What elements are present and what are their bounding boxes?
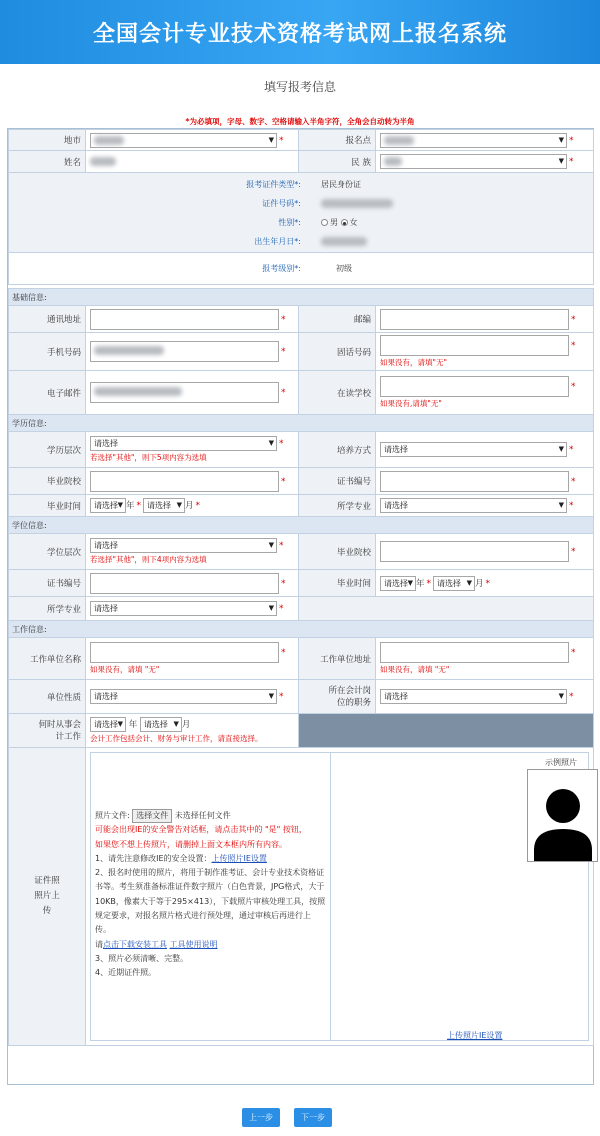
level-label: 报考级别*: [262,264,301,273]
company-hint: 如果没有，请填 "无" [90,665,160,674]
sample-photo [527,769,598,862]
ethnicity-label: 民 族 [299,151,376,173]
edu-school-input[interactable] [90,471,279,492]
identity-block [9,173,594,253]
email-label: 电子邮件 [9,371,86,415]
edu-mode-label: 培养方式 [299,432,376,468]
name-value [90,157,116,166]
tip-clear: 3、照片必须清晰、完整。 [95,953,189,963]
no-file-text: 未选择任何文件 [174,811,231,820]
phone-input[interactable] [380,335,569,356]
since-hint: 会计工作包括会计、财务与审计工作，请直接选择。 [90,734,263,743]
address-input[interactable] [90,309,279,330]
form-frame [7,128,594,1085]
edu-cert-input[interactable] [380,471,569,492]
section-education: 学历信息: [9,415,594,432]
company-address-input[interactable] [380,642,569,663]
prev-button[interactable]: 上一步 [242,1108,280,1127]
deg-gradtime-label: 毕业时间 [299,570,376,597]
edu-grad-month-select[interactable]: 请选择 ▼ [143,498,185,513]
deg-level-label: 学位层次 [9,534,86,570]
gender-female-label: 女 [349,218,358,227]
deg-cert-input[interactable] [90,573,279,594]
phone-label: 固话号码 [299,333,376,371]
gender-female-radio[interactable] [341,219,348,226]
birth-label: 出生年月日*: [254,237,301,246]
ie-settings-link[interactable]: 上传照片IE设置 [211,853,267,863]
deg-school-input[interactable] [380,541,569,562]
mobile-input[interactable] [90,341,279,362]
email-input[interactable] [90,382,279,403]
phone-hint: 如果没有，请填"无" [380,358,447,367]
school-hint: 如果没有,请填"无" [380,399,442,408]
edu-level-label: 学历层次 [9,432,86,468]
edu-grad-year-select[interactable]: 请选择 ▼ [90,498,126,513]
since-label: 何时从事会计工作 [9,714,86,748]
position-label: 所在会计岗位的职务 [299,680,376,714]
position-select[interactable]: 请选择 ▼ [380,689,567,704]
edu-school-label: 毕业院校 [9,468,86,495]
nature-select[interactable]: 请选择 ▼ [90,689,277,704]
school-label: 在读学校 [299,371,376,415]
section-work: 工作信息: [9,621,594,638]
edu-level-hint: 若选择"其他"，则下5项内容为选填 [90,453,207,462]
postcode-input[interactable] [380,309,569,330]
gender-label: 性别*: [278,218,301,227]
company-input[interactable] [90,642,279,663]
address-label: 通讯地址 [9,306,86,333]
level-value: 初级 [336,264,352,273]
upload-ie-settings-link[interactable]: 上传照片IE设置 [447,1031,503,1040]
id-type-label: 报考证件类型*: [246,180,301,189]
site-label: 报名点 [299,130,376,151]
region-label: 地市 [9,130,86,151]
photo-instructions: 照片文件: 选择文件 未选择任何文件 可能会出现IE的安全警告对话框，请点击其中的 "是" 按钮， 如果您不想上传照片，请删掉上面文本框内所有内容。 1、请先注意修改IE的安全设置：上传照片IE设置 2、报名时使用的照片，将用于制作准考证、会计专业技术资格证书等。考生须准备标准证件数字照片（白色背景，JPG格式，大于10KB，像素大于等于295×413），下载照片审核处理工具，按照规定要求，对报名照片格式进行预处理，通过审核后再进行上传。 请点击下载安装工具 工具使用说明 3、照片必须清晰、完整。 4、近期证件照。 [91,753,331,1040]
edu-level-select[interactable]: 请选择 ▼ [90,436,277,451]
postcode-label: 邮编 [299,306,376,333]
month-unit: 月 [185,501,194,511]
school-input[interactable] [380,376,569,397]
section-degree: 学位信息: [9,517,594,534]
deg-major-label: 所学专业 [9,597,86,621]
download-tool-link[interactable]: 点击下载安装工具 [103,939,167,949]
region-select[interactable]: ▼ [90,133,277,148]
edu-cert-label: 证书编号 [299,468,376,495]
deg-grad-year-select[interactable]: 请选择 ▼ [380,576,416,591]
registration-form: 地市 ▼ * 报名点 ▼ * 姓名 民 族 ▼ * 报考证件类型*: 居民身份证 证件号码*: 性别*: 男 女 出生年月日*: 报考级别*: 初级 基础信息: 通讯地址 * 邮编 * 手机号码 * 固话号码 * 如果没有，请填"无" 电子邮件 * 在读学校 * 如果没有,请填"无" 学历信息: 学历层次 请选择 ▼ * 若选择"其他"，则下5项内容为选填 培养方式 请选择 ▼ * 毕业院校 * 证书编号 * 毕业时间 请选择 ▼ 年 * 请选择 ▼ 月 * 所学专业 请选择 ▼ * 学位信息: 学位层次 请选择 ▼ * 若选择"其他"，则下4项内容为选填 毕业院校 * 证书编号 * 毕业时间 请选择 ▼ 年 * 请选择 ▼ 月 * 所学专业 请选择 ▼ * 工作信息: 工作单位名称 * 如果没有，请填 "无" 工作单位地址 * 如果没有，请填 "无" 单位性质 请选择 ▼ * 所在会计岗位的职务 请选择 ▼ * 何时从事会计工作 请选择 ▼ 年 请选择 ▼ 月 会计工作包括会计、财务与审计工作，请直接选择。 证件照照片上传 照片文件: 选择文件 未选择任何文件 可能会出现IE的安全警告对话框，请点击其中的 "是" 按钮， 如果您不想上传照片，请删掉上面文本框内所有内容。 1、请先注意修改IE的安全设置：上传照片IE设置 2、报名时使用的照片，将用于制作准考证、会计专业技术资格证书等。考生须准备标准证件数字照片（白色背景，JPG格式，大于10KB，像素大于等于295×413），下载照片审核处理工具，按照规定要求，对报名照片格式进行预处理，通过审核后再进行上传。 请点击下载安装工具 工具使用说明 3、照片必须清晰、完整。 4、近期证件照。 示例照片 上传照片IE设置 [8,129,594,1046]
warn-remove: 如果您不想上传照片，请删掉上面文本框内所有内容。 [95,839,287,849]
choose-file-button[interactable]: 选择文件 [132,809,172,823]
tip-recent: 4、近期证件照。 [95,968,157,978]
id-type-value: 居民身份证 [321,180,361,189]
page-title: 填写报考信息 [263,80,336,94]
work-filler [299,714,594,748]
system-title: 全国会计专业技术资格考试网上报名系统 [92,21,507,47]
warn-ie: 可能会出现IE的安全警告对话框，请点击其中的 "是" 按钮， [95,825,307,835]
deg-cert-label: 证书编号 [9,570,86,597]
mobile-label: 手机号码 [9,333,86,371]
edu-major-label: 所学专业 [299,495,376,517]
edu-mode-select[interactable]: 请选择 ▼ [380,442,567,457]
sample-photo-label: 示例照片 [545,758,577,767]
company-address-hint: 如果没有，请填 "无" [380,665,450,674]
tool-guide-link[interactable]: 工具使用说明 [169,939,218,949]
deg-level-hint: 若选择"其他"，则下4项内容为选填 [90,555,207,564]
tip-photo-rules: 2、报名时使用的照片，将用于制作准考证、会计专业技术资格证书等。考生须准备标准证件数字照片（白色背景，JPG格式，大于10KB，像素大于等于295×413），下载照片审核处理工具，按照规定要求，对报名照片格式进行预处理，通过审核后再进行上传。 [95,868,326,935]
next-button[interactable]: 下一步 [294,1108,332,1127]
deg-school-label: 毕业院校 [299,534,376,570]
name-label: 姓名 [9,151,86,173]
birth-value [321,237,367,246]
nature-label: 单位性质 [9,680,86,714]
deg-level-select[interactable]: 请选择 ▼ [90,538,277,553]
sample-photo-area [331,753,588,1040]
photo-panel [86,748,594,1046]
id-number-label: 证件号码*: [262,199,301,208]
deg-major-select[interactable]: 请选择 ▼ [90,601,277,616]
section-basic: 基础信息: [9,289,594,306]
company-address-label: 工作单位地址 [299,638,376,680]
since-month-select[interactable]: 请选择 ▼ [140,717,182,732]
required-notice: *为必填项，字母、数字、空格请输入半角字符，全角会自动转为半角 [185,117,415,126]
deg-grad-month-select[interactable]: 请选择 ▼ [433,576,475,591]
header-banner [0,0,600,64]
year-unit: 年 [126,501,135,511]
level-row [9,253,594,285]
company-label: 工作单位名称 [9,638,86,680]
site-select[interactable]: ▼ [380,133,567,148]
photo-label: 证件照照片上传 [9,748,86,1046]
edu-gradtime-label: 毕业时间 [9,495,86,517]
gender-male-label: 男 [330,218,338,227]
ethnicity-select[interactable]: ▼ [380,154,567,169]
edu-major-select[interactable]: 请选择 ▼ [380,498,567,513]
silhouette-icon [528,770,598,862]
since-year-select[interactable]: 请选择 ▼ [90,717,126,732]
gender-male-radio[interactable] [321,219,328,226]
id-number-value [321,199,393,208]
